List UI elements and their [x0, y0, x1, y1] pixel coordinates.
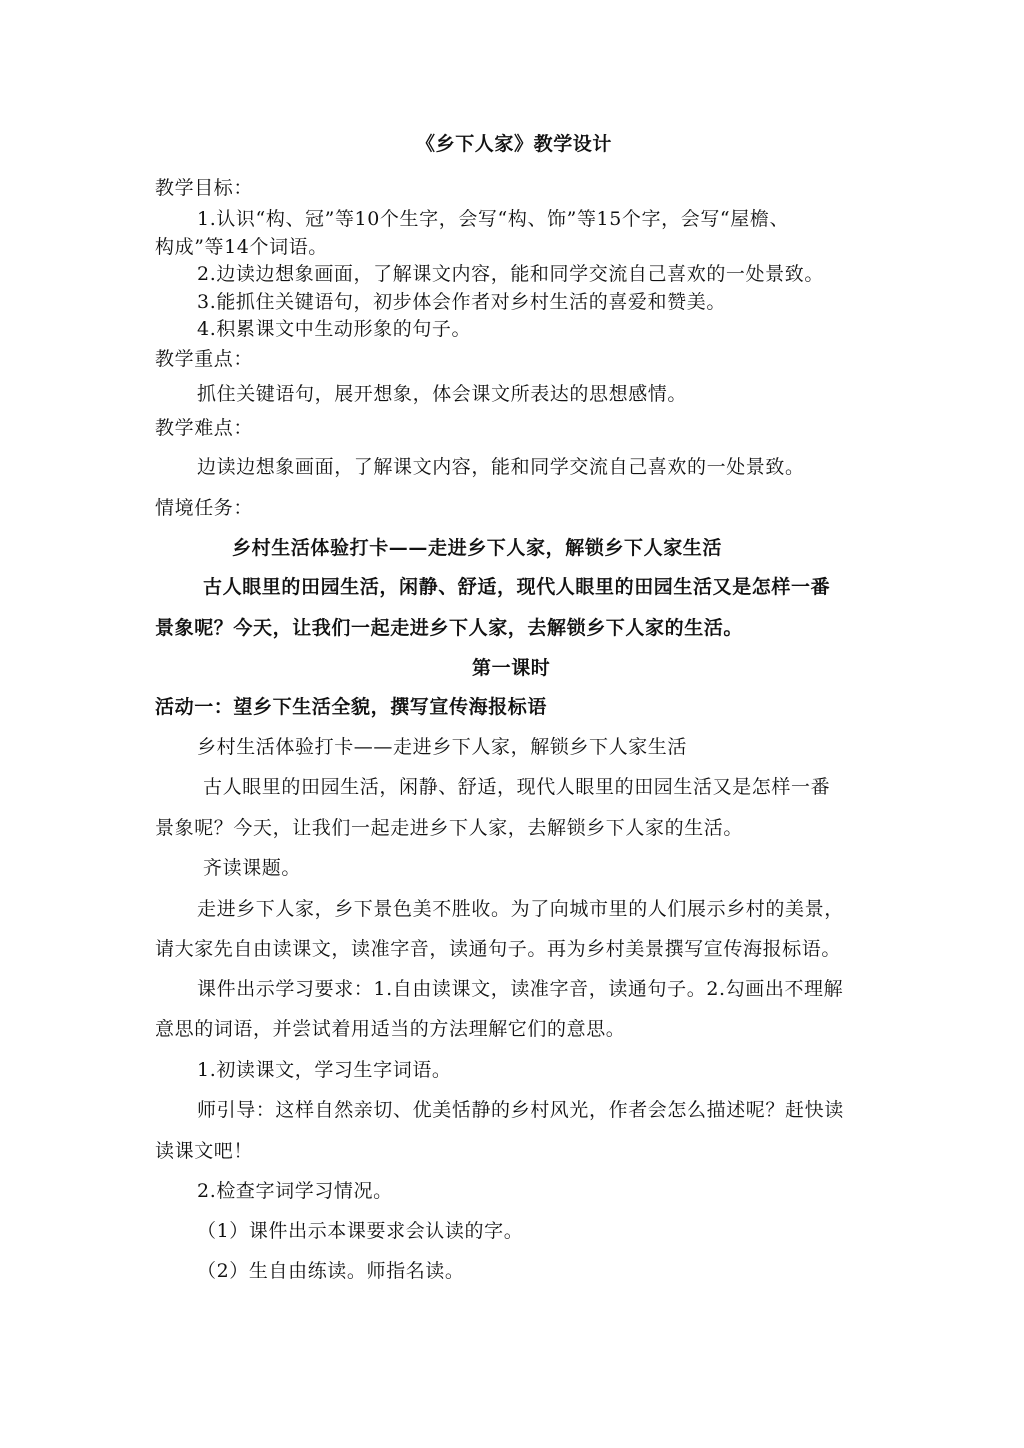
- difficulties-text: 边读边想象画面，了解课文内容，能和同学交流自己喜欢的一处景致。: [197, 456, 805, 478]
- activity-paragraph-5-line-1: 课件出示学习要求：1.自由读课文，读准字音，读通句子。2.勾画出不理解: [197, 978, 844, 1000]
- activity-paragraph-3: 齐读课题。: [203, 857, 302, 879]
- activity-paragraph-6: 1.初读课文，学习生字词语。: [197, 1059, 452, 1081]
- activity-1-heading: 活动一：望乡下生活全貌，撰写宣传海报标语: [155, 696, 548, 718]
- key-points-text: 抓住关键语句，展开想象，体会课文所表达的思想感情。: [197, 383, 688, 405]
- objective-4: 4.积累课文中生动形象的句子。: [197, 318, 472, 340]
- activity-paragraph-1: 乡村生活体验打卡——走进乡下人家，解锁乡下人家生活: [197, 736, 688, 758]
- task-title: 乡村生活体验打卡——走进乡下人家，解锁乡下人家生活: [232, 537, 723, 559]
- activity-paragraph-4-line-2: 请大家先自由读课文，读准字音，读通句子。再为乡村美景撰写宣传海报标语。: [155, 938, 842, 960]
- objective-2: 2.边读边想象画面，了解课文内容，能和同学交流自己喜欢的一处景致。: [197, 263, 824, 285]
- lesson-heading: 第一课时: [472, 657, 551, 679]
- activity-paragraph-5-line-2: 意思的词语，并尝试着用适当的方法理解它们的意思。: [155, 1018, 626, 1040]
- activity-paragraph-7-line-2: 读课文吧！: [155, 1140, 254, 1162]
- activity-paragraph-10: （2）生自由练读。师指名读。: [197, 1260, 465, 1282]
- difficulties-heading: 教学难点：: [155, 417, 254, 439]
- activity-paragraph-7-line-1: 师引导：这样自然亲切、优美恬静的乡村风光，作者会怎么描述呢？赶快读: [197, 1099, 844, 1121]
- objective-1-line-2: 构成”等14个词语。: [155, 236, 328, 258]
- objective-1-line-1: 1.认识“构、冠”等10个生字，会写“构、饰”等15个字，会写“屋檐、: [197, 208, 790, 230]
- objectives-heading: 教学目标：: [155, 177, 254, 199]
- activity-paragraph-8: 2.检查字词学习情况。: [197, 1180, 393, 1202]
- key-points-heading: 教学重点：: [155, 348, 254, 370]
- activity-paragraph-2-line-2: 景象呢？今天，让我们一起走进乡下人家，去解锁乡下人家的生活。: [155, 817, 744, 839]
- task-text-line-2: 景象呢？今天，让我们一起走进乡下人家，去解锁乡下人家的生活。: [155, 617, 744, 639]
- objective-3: 3.能抓住关键语句，初步体会作者对乡村生活的喜爱和赞美。: [197, 291, 726, 313]
- activity-paragraph-4-line-1: 走进乡下人家，乡下景色美不胜收。为了向城市里的人们展示乡村的美景，: [197, 898, 844, 920]
- activity-paragraph-9: （1）课件出示本课要求会认读的字。: [197, 1220, 524, 1242]
- task-heading: 情境任务：: [155, 497, 254, 519]
- activity-paragraph-2-line-1: 古人眼里的田园生活，闲静、舒适，现代人眼里的田园生活又是怎样一番: [203, 776, 831, 798]
- task-text-line-1: 古人眼里的田园生活，闲静、舒适，现代人眼里的田园生活又是怎样一番: [203, 576, 831, 598]
- document-title: 《乡下人家》教学设计: [416, 133, 613, 155]
